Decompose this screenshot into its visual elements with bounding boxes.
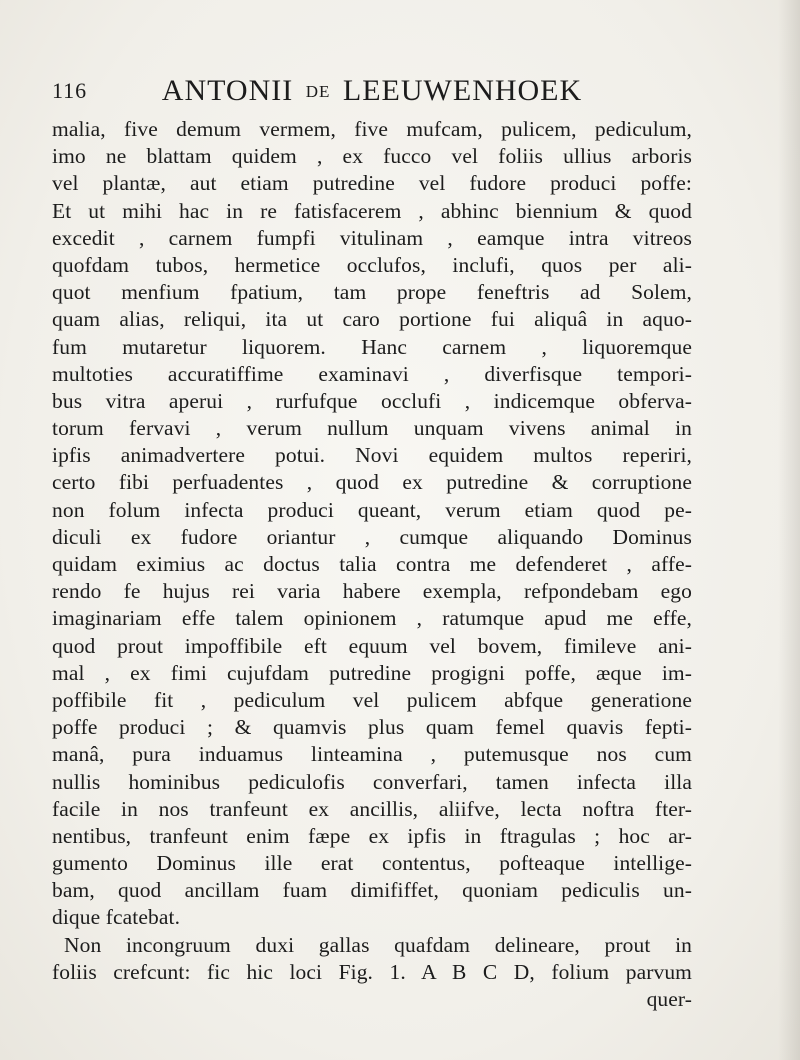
text-line: certo fibi perfuadentes , quod ex putredine & corruptione — [52, 470, 692, 495]
text-line: imo ne blattam quidem , ex fucco vel foliis ullius arboris — [52, 144, 692, 169]
text-line: quidam eximius ac doctus talia contra me defenderet , affe- — [52, 552, 692, 576]
text-line: poffibile fit , pediculum vel pulicem abfque generatione — [52, 687, 692, 712]
text-line: excedit , carnem fumpfi vitulinam , eamque intra vitreos — [52, 225, 692, 250]
text-line: vel plantæ, aut etiam putredine vel fudore produci poffe: — [52, 171, 692, 196]
running-head-particle: DE — [305, 82, 331, 101]
running-head-author-first: ANTONII — [161, 74, 294, 107]
text-line: facile in nos tranfeunt ex ancillis, aliifve, lecta noftra fter- — [52, 796, 692, 821]
running-head-author-last: LEEUWENHOEK — [342, 74, 583, 107]
text-line-paragraph-end: dique fcatebat. — [52, 905, 181, 930]
page-number: 116 — [52, 78, 88, 103]
text-line: quam alias, reliqui, ita ut caro portione fui aliquâ in aquo- — [52, 307, 692, 332]
text-line: bus vitra aperui , rurfufque occlufi , indicemque obferva- — [52, 388, 692, 413]
body-text — [52, 116, 692, 1013]
text-line: diculi ex fudore oriantur , cumque aliquando Dominus — [52, 524, 692, 549]
text-line: malia, five demum vermem, five mufcam, pulicem, pediculum, — [52, 117, 692, 141]
text-line: quofdam tubos, hermetice occlufos, inclufi, quos per ali- — [52, 252, 692, 277]
text-line: quod prout impoffibile eft equum vel bovem, fimileve ani- — [52, 633, 692, 658]
page-header — [52, 74, 688, 110]
text-line: manâ, pura induamus linteamina , putemusque nos cum — [52, 742, 692, 767]
text-line: fum mutaretur liquorem. Hanc carnem , liquoremque — [52, 334, 692, 359]
text-line-paragraph-start: Non incongruum duxi gallas quafdam delineare, prout in — [64, 932, 692, 957]
text-line: rendo fe hujus rei varia habere exempla, refpondebam ego — [52, 579, 692, 604]
page-edge-shadow — [778, 0, 800, 1060]
text-line: gumento Dominus ille erat contentus, pofteaque intellige- — [52, 851, 692, 876]
text-line: foliis crefcunt: fic hic loci Fig. 1. A B C D, folium parvum — [52, 959, 692, 984]
text-line: nentibus, tranfeunt enim fæpe ex ipfis in ftragulas ; hoc ar- — [52, 823, 692, 848]
text-line: non folum infecta produci queant, verum etiam quod pe- — [52, 497, 692, 522]
catchword: quer- — [646, 987, 692, 1011]
text-line: quot menfium fpatium, tam prope feneftris ad Solem, — [52, 280, 692, 305]
text-line: nullis hominibus pediculofis converfari, tamen infecta illa — [52, 769, 692, 794]
running-head — [52, 74, 692, 108]
text-line: bam, quod ancillam fuam dimififfet, quoniam pediculis un- — [52, 878, 692, 903]
text-line: ipfis animadvertere potui. Novi equidem multos reperiri, — [52, 443, 692, 468]
text-line: mal , ex fimi cujufdam putredine progigni poffe, æque im- — [52, 660, 692, 685]
text-line: multoties accuratiffime examinavi , diverfisque tempori- — [52, 361, 692, 386]
text-line: Et ut mihi hac in re fatisfacerem , abhinc biennium & quod — [52, 198, 692, 223]
text-line: poffe produci ; & quamvis plus quam femel quavis fepti- — [52, 715, 692, 740]
text-line: imaginariam effe talem opinionem , ratumque apud me effe, — [52, 606, 692, 631]
text-line: torum fervavi , verum nullum unquam vivens animal in — [52, 416, 692, 441]
